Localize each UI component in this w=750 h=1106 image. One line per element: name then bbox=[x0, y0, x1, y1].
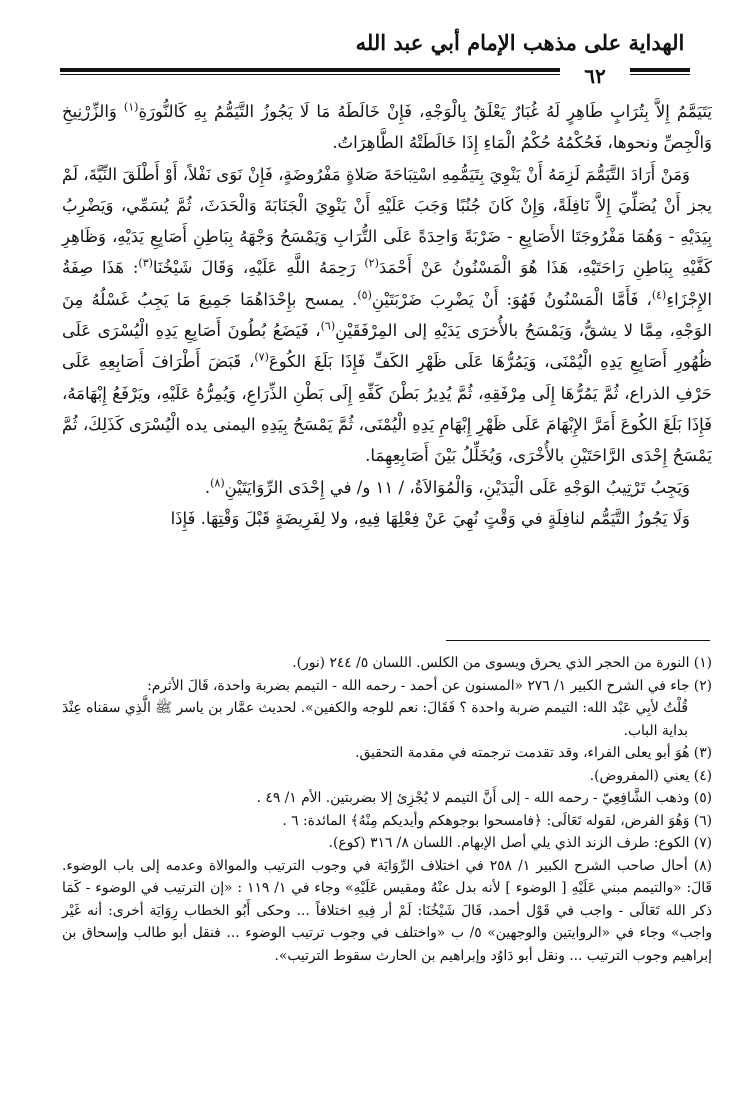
paragraph-text: . يمسح بإِحْدَاهُمَا جَمِيعَ مَا يَجِبُ غَسْلُهُ مِنَ الوَجْهِ، مِمَّا لا يشقُّ، وَيَمْسَحُ بالأُخرَى يَدَيْهِ إلى المِرْفَقَيْنِ bbox=[62, 289, 712, 341]
paragraph-3 bbox=[62, 472, 712, 503]
paragraph-text: : هَذَا صِفَةُ الإِجْزَاءِ bbox=[62, 258, 712, 309]
footnote-ref: (٢) bbox=[364, 256, 379, 270]
footnote-ref: (٣) bbox=[138, 256, 153, 270]
footnote-ref: (٤) bbox=[651, 288, 667, 302]
paragraph-text: . bbox=[204, 477, 211, 497]
footnote-1: (١) النورة من الحجر الذي يحرق ويسوى من الكلس. اللسان ٥/ ٢٤٤ (نور). bbox=[292, 655, 712, 671]
footnote-8: (٨) أحال صاحب الشرح الكبير ١/ ٢٥٨ في اختلاف الرِّوَايَة في وجوب الترتيب والموالاة وعدمه إلى باب الوضوء. قَالَ: «والتيمم مبني عَلَيْهِ [ الوضوء ] لأنه بدل عنْهُ ومقيس عَلَيْهِ» وجاء في ١/ ١١٩ : «إن الترتيب في الوضوء - كَمَا ذكر الله تَعَالَى - واجب في قَوْل أحمد، قَالَ شَيْخُنَا: لَمْ أر فِيهِ اختلافاً ... وحكى أَبُو الخطاب رِوَايَة أخرى: أنه غَيْر واجب» وجاء في «الروايتين والوجهين» ٥/ ب «واختلف في وجوب ترتيب الوضوء ... فنقل أبو طالب وإسحاق بن إبراهيم وجوب الترتيب ... ونقل أبو دَاوُد وإبراهيم بن الحارث سقوط الترتيب». bbox=[62, 857, 713, 964]
footnote-ref: (٨) bbox=[210, 476, 225, 490]
footnote-separator bbox=[446, 640, 710, 641]
footnote-ref: (٧) bbox=[254, 350, 269, 364]
footnote-ref: (١) bbox=[123, 100, 139, 114]
paragraph-text: يَتَيَمَّمُ إِلاَّ بِتُرَابٍ طَاهِرٍ لَهُ غُبَارٌ يَعْلَقُ بِالْوَجْهِ، فَإِنْ خَالَطَهُ مَا لَا يَجُوزُ التَّيَمُّمُ بِهِ كَالنُّورَةِ bbox=[138, 102, 712, 121]
footnote-5: (٥) وذهب الشَّافِعِيّ - رحمه الله - إلى أَنَّ التيمم لا يُجْزِئ إلا بضربتين. الأم ١/ ٤٩ . bbox=[256, 790, 712, 806]
main-text bbox=[62, 96, 712, 534]
paragraph-text: وَلَا يَجُوزُ التَّيَمُّم لنافِلَةٍ في وَقْتٍ نُهِيَ عَنْ فِعْلِهَا فِيهِ، ولا لِفَرِيضَةٍ قَبْلَ وَقْتِهَا. فَإِذَا bbox=[170, 508, 690, 528]
paragraph-1 bbox=[62, 96, 712, 159]
paragraph-4 bbox=[62, 503, 712, 534]
paragraph-2 bbox=[62, 159, 712, 472]
footnotes bbox=[62, 652, 712, 967]
paragraph-text: ، قَبَضَ أَطْرَافَ أَصَابِعِهِ عَلَى حَرْفِ الذراع، ثُمَّ يَمُرُّهَا إِلَى مِرْفَقِهِ، ثُمَّ يُدِيرُ بَطْنَ كَفِّهِ إِلَى بَطْنِ الذِّرَاعِ، وَيُمِرُّهُ عَلَيْهِ، ويَرْفَعُ إِبْهَامَهُ، فَإِذَا بَلَغَ الكُوعَ أَمَرَّ الإِبْهَامَ عَلَى ظَهْرِ إِبْهَامِ يَدِهِ الْيُمْنَى، ثُمَّ يَمْسَحُ بِيَدِهِ اليمنى يده الْيُسْرَى كَذَلِكَ، ثُمَّ يَمْسَحُ إِحْدَى الرَّاحَتَيْنِ بالأُخْرَى، وَيُخَلِّلُ بَيْنَ أَصَابِعِهِمَا. bbox=[62, 352, 712, 466]
running-title: الهداية على مذهب الإمام أبي عبد الله bbox=[355, 30, 685, 55]
paragraph-text: وَمَنْ أَرَادَ التَّيَمُّمَ لَزِمَهُ أَنْ يَنْوِيَ بِتَيَمُّمِهِ اسْتِبَاحَةَ صَلاةٍ مَفْرُوضَةٍ، فَإِنْ نَوَى نَفْلاً، أَوْ أَطْلَقَ النِّيَّةَ، لَمْ يجز أَنْ يُصَلِّيَ إِلاَّ نَافِلَةً، وَإِنْ كَانَ جُنُبًا وَجَبَ عَلَيْهِ أَنْ يَنْوِيَ الْجَنَابَةَ وَالْحَدَثَ، ثُمَّ يُسَمِّي، وَيَضْرِبُ بِيَدَيْهِ - وَهُمَا مَفْرُوجَتَا الأَصَابِعِ - ضَرْبَةً وَاحِدَةً عَلَى التُّرَابِ وَيَمْسَحُ وَجْهَهُ بِبَاطِنِ أَصَابِعِ يَدَيْهِ، وَظَاهِرِ كَفَّيْهِ بِبَاطِنِ رَاحَتَيْهِ، هَذَا هُوَ الْمَسْنُونُ عَنْ أَحْمَدَ bbox=[62, 164, 712, 278]
paragraph-text: رَحِمَهُ اللَّهِ عَلَيْهِ، وَقَالَ شَيْخُنَا bbox=[152, 258, 365, 278]
footnote-4: (٤) يعني (المفروض). bbox=[589, 767, 712, 784]
paragraph-text: ، فَأَمَّا الْمَسْنُونُ فَهُوَ: أَنْ يَضْرِبَ ضَرْبَتَيْنِ bbox=[371, 289, 652, 309]
paragraph-text: ، فَيَضَعُ بُطُونَ أَصَابِعِ يَدِهِ الْيُسْرَى عَلَى ظُهُورِ أَصَابِعِ يَدِهِ الْيُمْنَى، وَيَمُرُّهَا عَلَى ظَهْرِ الكَفِّ فَإِذَا بَلَغَ الكُوعَ bbox=[62, 321, 712, 372]
footnote-2: (٢) جاء في الشرح الكبير ١/ ٢٧٦ «المسنون عن أحمد - رحمه الله - التيمم بضربة واحدة، قَالَ الأثرم: bbox=[147, 677, 712, 694]
paragraph-text: وَالزِّرْنِيخِ وَالْجِصِّ ونحوها، فَحُكْمُهُ حُكْمُ الْمَاءِ إِذَا خَالَطَتْهُ الطَّاهِرَاتُ. bbox=[62, 102, 712, 153]
footnote-6: (٦) وَهُوَ الفرض، لقوله تَعَالَى: ﴿فامسحوا بوجوهكم وأيديكم مِنْهُ﴾ المائدة: ٦ . bbox=[282, 812, 712, 829]
footnote-ref: (٦) bbox=[320, 319, 336, 333]
page-number: ٦٢ bbox=[560, 64, 630, 88]
footnote-2-continuation: قُلْتُ لأبِي عَبْد الله: التيمم ضربة واحدة ؟ فَقَالَ: نعم للوجه والكفين». لحديث عمَّار بن ياسر ﷺ الَّذِي سقناه عِنْدَ بداية الباب. bbox=[62, 700, 688, 739]
footnote-ref: (٥) bbox=[357, 288, 372, 302]
footnote-3: (٣) هُوَ أبو يعلى الفراء، وقد تقدمت ترجمته في مقدمة التحقيق. bbox=[355, 745, 712, 761]
paragraph-text: وَيَجِبُ تَرْتِيبُ الوَجْهِ عَلَى الْيَدَيْنِ، وَالْمُوَالاَةُ، / ١١ و/ في إِحْدَى الرِّوَايَتَيْنِ bbox=[224, 477, 690, 497]
footnote-7: (٧) الكوع: طرف الزند الذي يلي أصل الإبهام. اللسان ٨/ ٣١٦ (كوع). bbox=[328, 835, 712, 851]
